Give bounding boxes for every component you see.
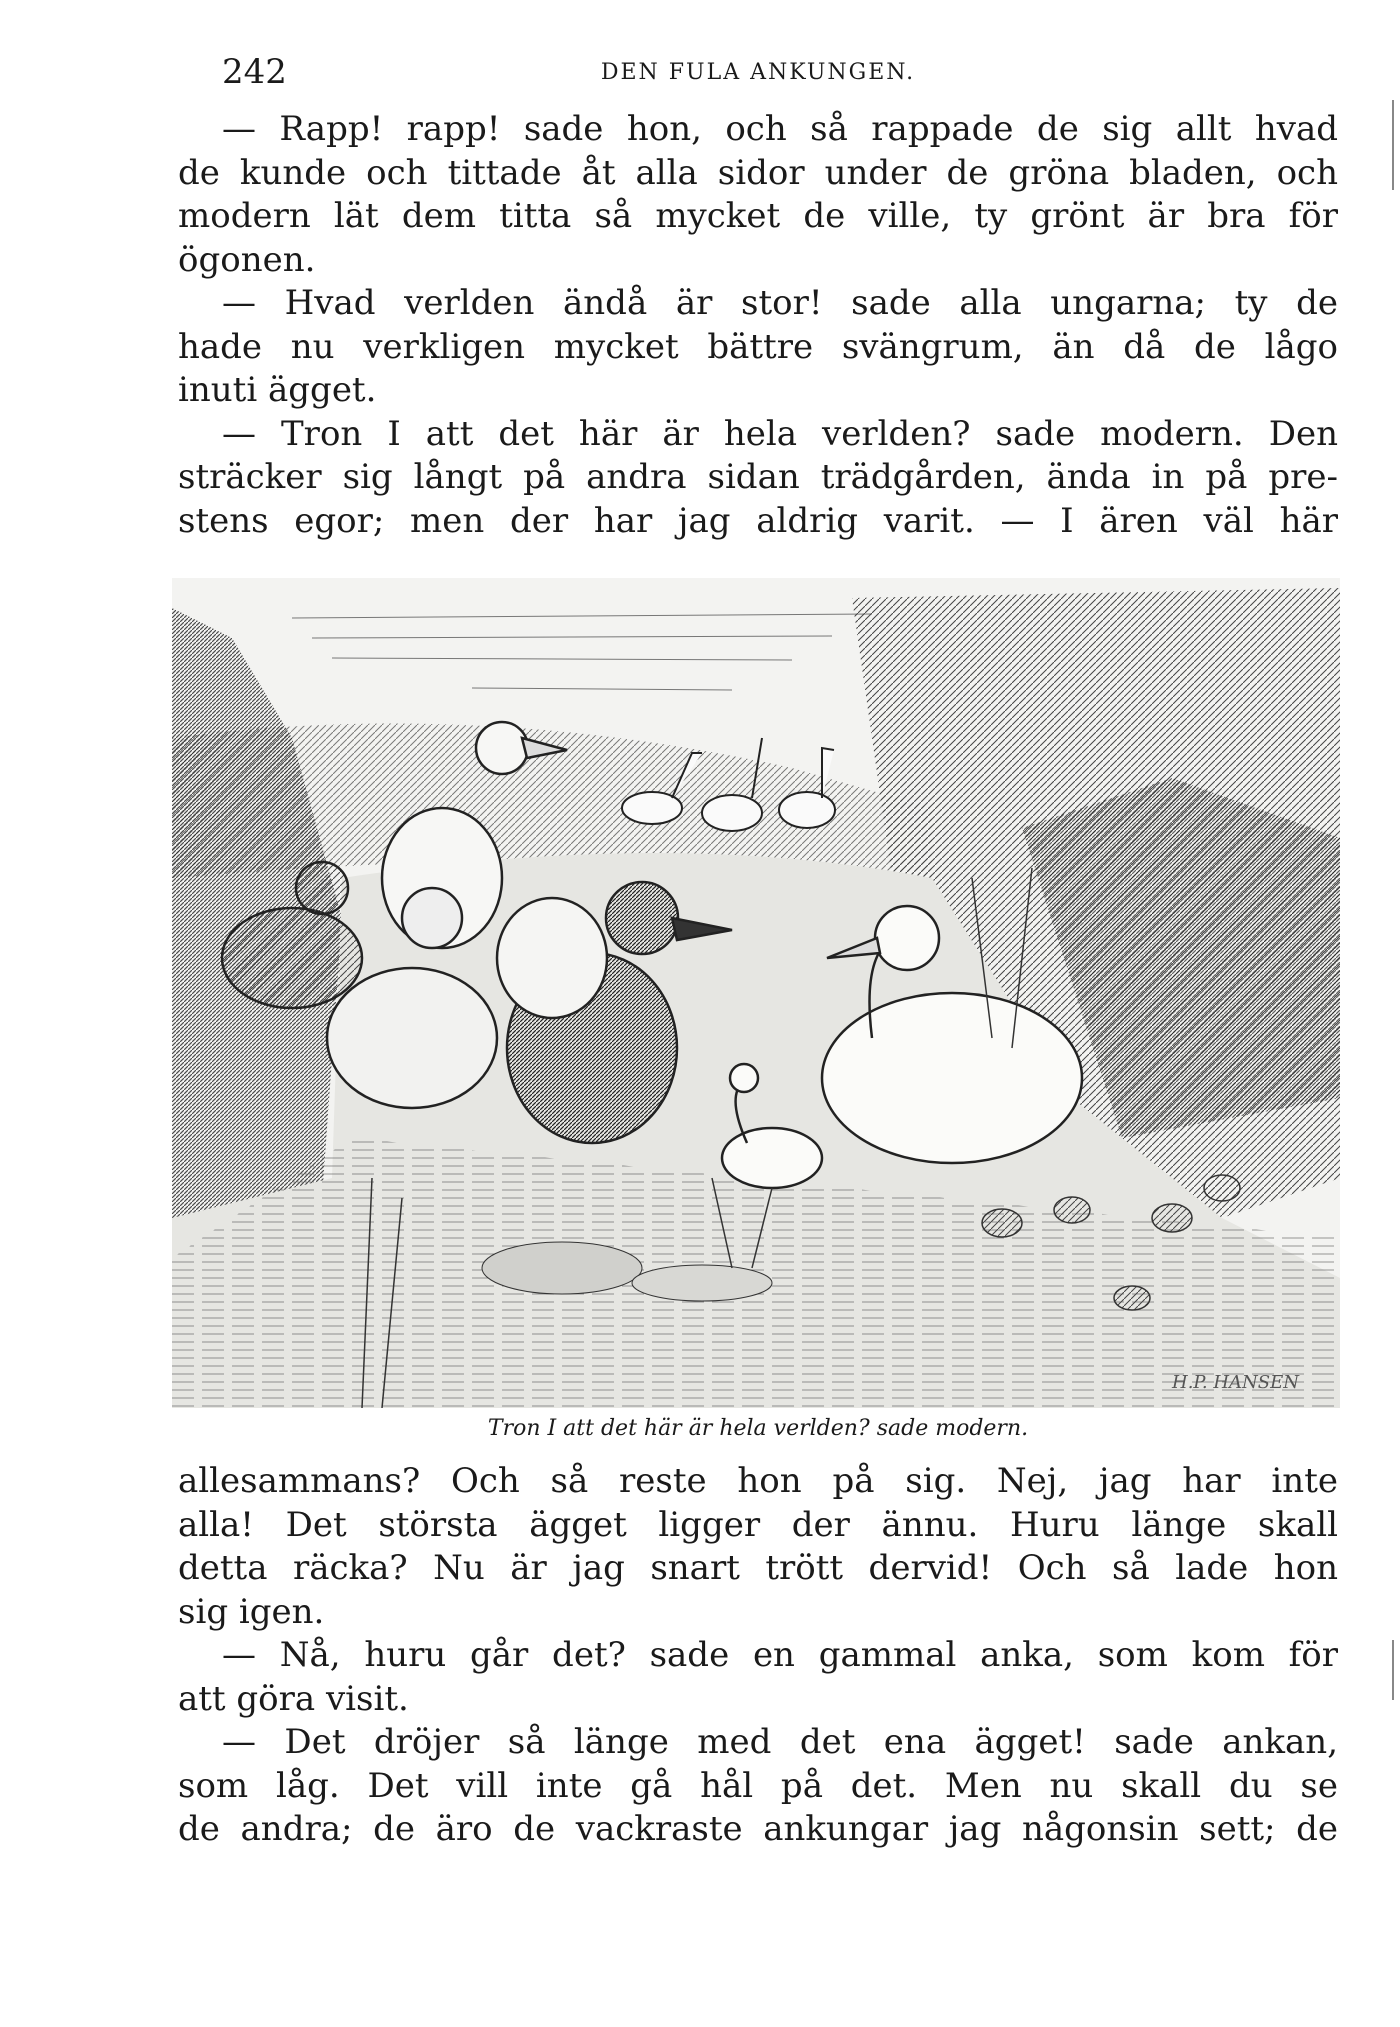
text-line: hade nu verkligen mycket bättre svängrum, än då de lågo <box>178 326 1338 367</box>
figure-caption: Tron I att det här är hela verlden? sade modern. <box>487 1416 1029 1441</box>
text-line: att göra visit. <box>178 1678 409 1719</box>
text-line: — Nå, huru går det? sade en gammal anka, som kom för <box>222 1635 1338 1675</box>
text-line: alla! Det största ägget ligger der ännu. Huru länge skall <box>178 1504 1338 1545</box>
text-line: — Hvad verlden ändå är stor! sade alla ungarna; ty de <box>222 283 1338 323</box>
text-line: — Rapp! rapp! sade hon, och så rappade de sig allt hvad <box>222 109 1338 149</box>
page-header <box>178 52 1338 92</box>
duck-engraving-illustration <box>172 578 1340 1408</box>
text-line: detta räcka? Nu är jag snart trött dervid! Och så lade hon <box>178 1548 1338 1588</box>
text-line: sträcker sig långt på andra sidan trädgården, ända in på pre- <box>178 457 1338 497</box>
page-number: 242 <box>222 52 287 92</box>
top-text-block <box>178 108 1338 543</box>
text-line: sig igen. <box>178 1591 325 1632</box>
text-line: de andra; de äro de vackraste ankungar jag någonsin sett; de <box>178 1809 1338 1849</box>
text-line: allesammans? Och så reste hon på sig. Nej, jag har inte <box>178 1461 1338 1501</box>
bottom-text-block <box>178 1460 1338 1852</box>
text-line: stens egor; men der har jag aldrig varit. — I ären väl här <box>178 500 1338 541</box>
page-edge-mark <box>1392 1640 1394 1700</box>
text-line: — Tron I att det här är hela verlden? sade modern. Den <box>222 413 1338 454</box>
text-line: som låg. Det vill inte gå hål på det. Men nu skall du se <box>178 1765 1338 1806</box>
running-title: DEN FULA ANKUNGEN. <box>600 60 916 85</box>
text-line: de kunde och tittade åt alla sidor under de gröna bladen, och <box>178 152 1338 193</box>
text-line: modern lät dem titta så mycket de ville, ty grönt är bra för <box>178 196 1338 236</box>
artist-signature: H.P. HANSEN <box>1172 1372 1299 1393</box>
page-edge-mark <box>1392 100 1394 190</box>
text-line: ögonen. <box>178 239 316 280</box>
text-line: inuti ägget. <box>178 370 377 410</box>
text-line: — Det dröjer så länge med det ena ägget! sade ankan, <box>222 1722 1338 1762</box>
